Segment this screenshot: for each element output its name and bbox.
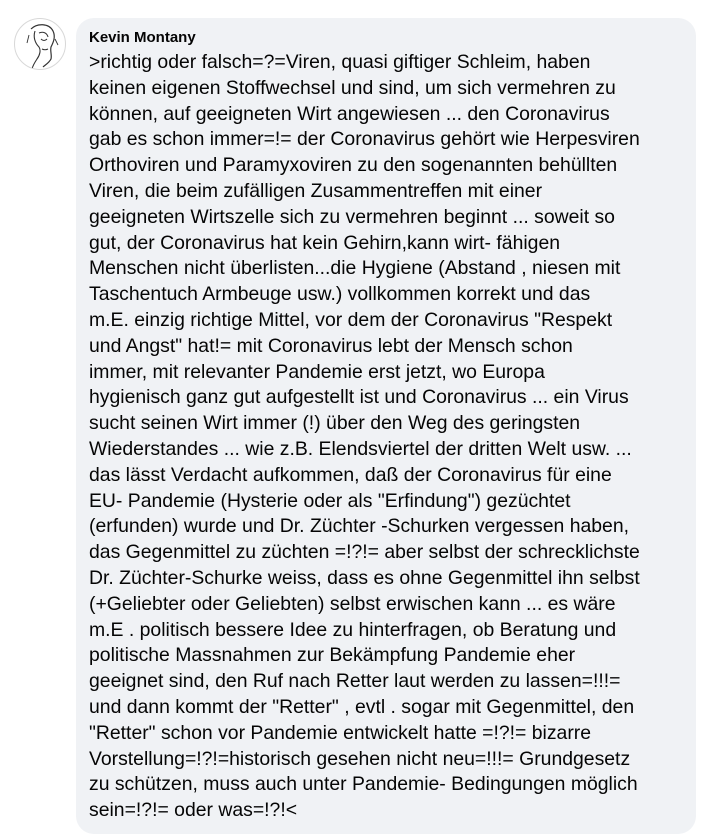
comment-author-name[interactable]: Kevin Montany <box>89 29 196 46</box>
comment-bubble <box>76 18 696 834</box>
avatar[interactable] <box>14 18 66 70</box>
comment-body-text: >richtig oder falsch=?=Viren, quasi giftiger Schleim, haben keinen eigenen Stoffwechsel und sind, um sich vermehren zu können, auf geeigneten Wirt angewiesen ... den Coronavirus gab es schon immer=!= der Coronavirus gehört wie Herpesviren Orthoviren und Paramyxoviren zu den sogenannten behüllten Viren, die beim zufälligen Zusammentreffen mit einer geeigneten Wirtszelle sich zu vermehren beginnt ... soweit so gut, der Coronavirus hat kein Gehirn,kann wirt- fähigen Menschen nicht überlisten...die Hygiene (Abstand , niesen mit Taschentuch Armbeuge usw.) vollkommen korrekt und das m.E. einzig richtige Mittel, vor dem der Coronavirus "Respekt und Angst" hat!= mit Coronavirus lebt der Mensch schon immer, mit relevanter Pandemie erst jetzt, wo Europa hygienisch ganz gut aufgestellt ist und Coronavirus ... ein Virus sucht seinen Wirt immer (!) über den Weg des geringsten Wiederstandes ... wie z.B. Elendsviertel der dritten Welt usw. ... das lässt Verdacht aufkommen, daß der Coronavirus für eine EU- Pandemie (Hysterie oder als "Erfindung") gezüchtet (erfunden) wurde und Dr. Züchter -Schurken vergessen haben, das Gegenmittel zu züchten =!?!= aber selbst der schrecklichste Dr. Züchter-Schurke weiss, dass es ohne Gegenmittel ihn selbst (+Geliebter oder Geliebten) selbst erwischen kann ... es wäre m.E . politisch bessere Idee zu hinterfragen, ob Beratung und politische Massnahmen zur Bekämpfung Pandemie eher geeignet sind, den Ruf nach Retter laut werden zu lassen=!!!= und dann kommt der "Retter" , evtl . sogar mit Gegenmittel, den "Retter" schon vor Pandemie entwickelt hatte =!?!= bizarre Vorstellung=!?!=historisch gesehen nicht neu=!!!= Grundgesetz zu schützen, muss auch unter Pandemie- Bedingungen möglich sein=!?!= oder was=!?!< <box>89 51 640 822</box>
profile-sketch-icon <box>15 19 66 70</box>
